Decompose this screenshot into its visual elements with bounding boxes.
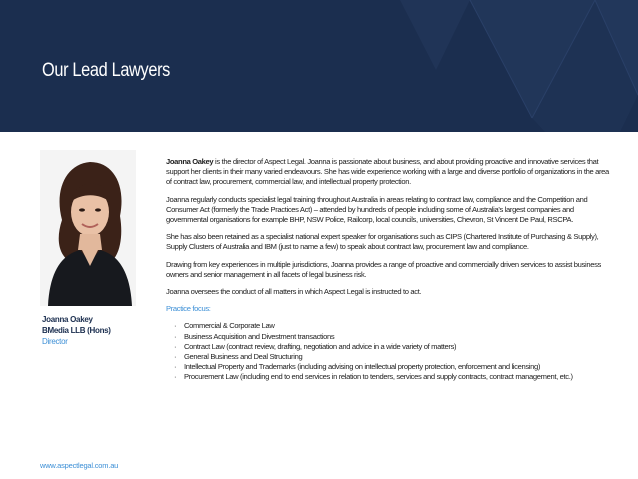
- bio-p1-text: is the director of Aspect Legal. Joanna is passionate about business, and about providing proactive and innovative services that support her clients in their many varied endeavours. She has wide experience working with a large and diverse portfolio of organizations in the area of contract law, procurement, commercial law, and intellectual property protection.: [166, 157, 609, 187]
- lawyer-photo: [40, 150, 136, 306]
- website-link[interactable]: www.aspectlegal.com.au: [40, 461, 119, 470]
- list-item: · Business Acquisition and Divestment transactions: [174, 332, 614, 342]
- bio-paragraph: Joanna regularly conducts specialist legal training throughout Australia in areas relating to contract law, compliance and the Competition and Consumer Act (formerly the Trade Practices Act) – attended by hundreds of people including some of Australia's largest companies and governmental organisations for example BHP, NSW Police, Railcorp, local councils, universities, Chevron, St Vincent De Paul, RSCPA.: [166, 194, 588, 225]
- bio-paragraph: Drawing from key experiences in multiple jurisdictions, Joanna provides a range of proactive and commercially driven services to assist business owners and senior management in all facets of legal business risk.: [166, 259, 601, 279]
- bio-paragraph: Joanna oversees the conduct of all matters in which Aspect Legal is instructed to act.: [166, 287, 422, 297]
- list-item: · Intellectual Property and Trademarks (including advising on intellectual property protection, enforcement and licensing): [174, 362, 614, 372]
- header-banner: [0, 0, 638, 132]
- practice-focus-title: Practice focus:: [166, 304, 211, 314]
- bio-paragraph: [166, 157, 614, 188]
- practice-focus-list: [166, 321, 614, 382]
- profile-caption: [42, 314, 111, 347]
- profile-name: Joanna Oakey: [42, 315, 93, 324]
- bio-section: [166, 157, 614, 383]
- profile-qualifications: BMedia LLB (Hons): [42, 326, 111, 335]
- page-title: Our Lead Lawyers: [42, 60, 171, 81]
- list-item: · General Business and Deal Structuring: [174, 352, 614, 362]
- list-item: · Commercial & Corporate Law: [174, 321, 614, 331]
- bio-lead-name: Joanna Oakey: [166, 157, 214, 166]
- bio-paragraph: She has also been retained as a specialist national expert speaker for organisations such as CIPS (Chartered Institute of Purchasing & Supply), Supply Clusters of Australia and IBM (just to name a few) to speak about contract law, procurement law and compliance.: [166, 232, 599, 252]
- list-item: · Procurement Law (including end to end services in relation to tenders, services and supply contracts, contract management, etc.): [174, 372, 614, 382]
- profile-role: Director: [42, 337, 68, 346]
- list-item: · Contract Law (contract review, drafting, negotiation and advice in a wide variety of matters): [174, 342, 614, 352]
